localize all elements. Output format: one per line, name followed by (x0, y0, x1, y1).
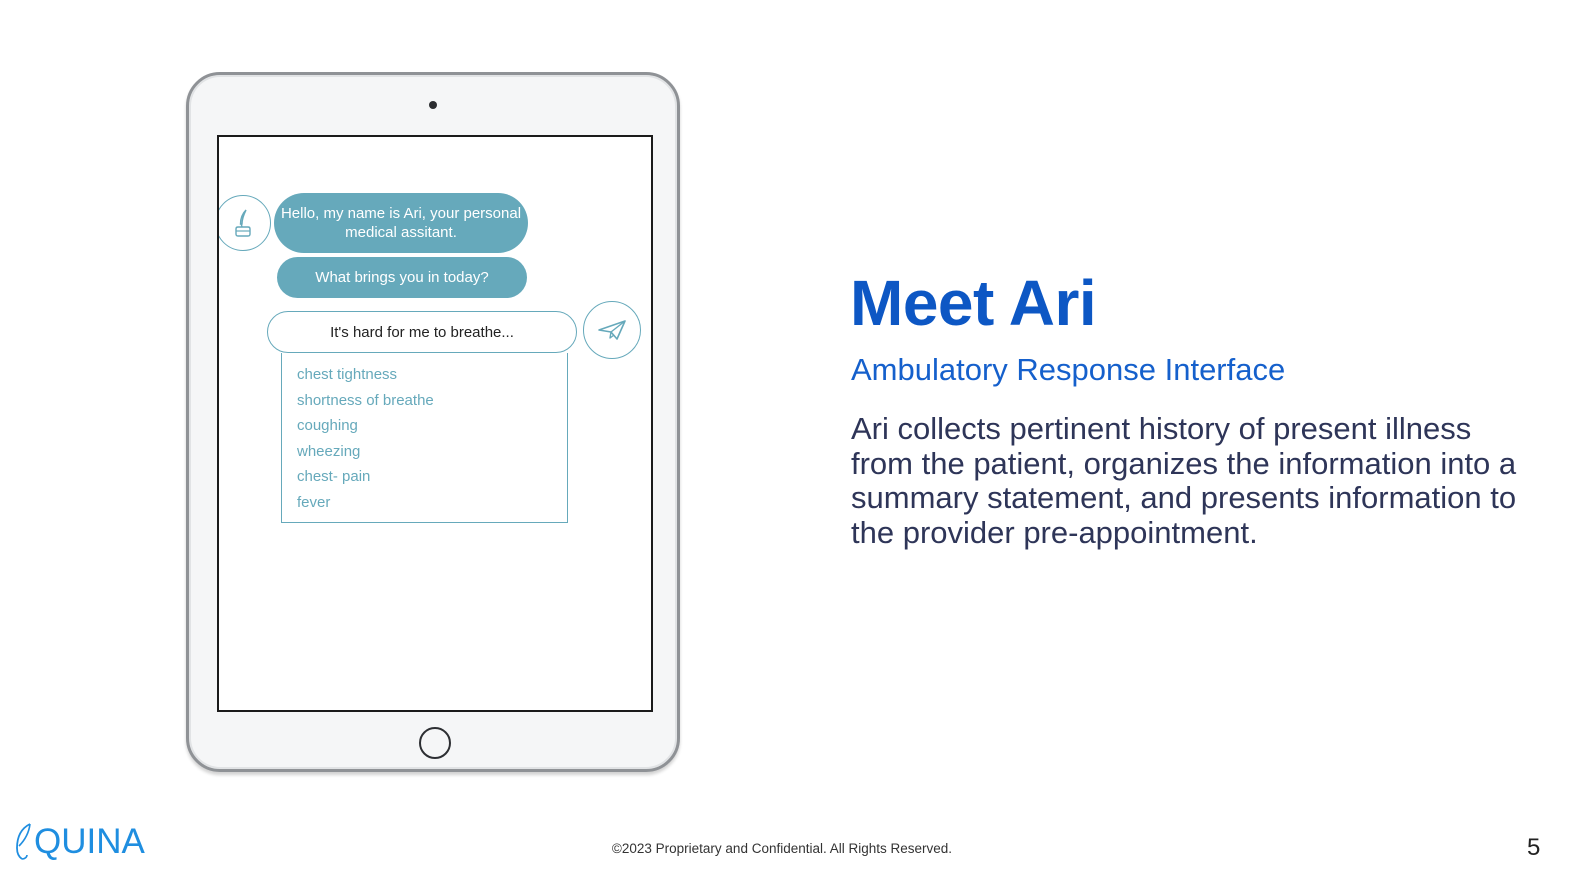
symptom-suggestions-list (281, 353, 568, 523)
tablet-frame (186, 72, 680, 772)
tablet-screen (217, 135, 653, 712)
suggestion-item[interactable]: fever (297, 493, 331, 511)
tablet-camera (429, 101, 437, 109)
assistant-question-bubble: What brings you in today? (277, 257, 527, 298)
slide-title: Meet Ari (850, 267, 1097, 339)
suggestion-item[interactable]: shortness of breathe (297, 391, 434, 409)
suggestion-item[interactable]: chest tightness (297, 366, 398, 383)
suggestion-item[interactable]: coughing (297, 417, 358, 434)
logo-text: QUINA (34, 822, 145, 861)
send-button[interactable] (583, 301, 641, 359)
assistant-greeting-bubble: Hello, my name is Ari, your personal medical assitant. (274, 193, 528, 253)
chat-input[interactable] (267, 311, 577, 353)
paper-plane-icon (597, 319, 627, 341)
slide-description: Ari collects pertinent history of present illness from the patient, organizes the information into a summary statement, and presents information to the provider pre-appointment. (851, 411, 1517, 550)
suggestion-item[interactable]: chest- pain (297, 468, 371, 485)
tablet-home-button (419, 727, 451, 759)
slide-subtitle: Ambulatory Response Interface (851, 352, 1286, 387)
quill-inkwell-icon (231, 208, 255, 238)
suggestion-item[interactable]: wheezing (297, 442, 361, 460)
assistant-avatar (217, 195, 271, 251)
copyright-notice: ©2023 Proprietary and Confidential. All Rights Reserved. (611, 841, 953, 856)
page-number: 5 (1527, 834, 1541, 861)
